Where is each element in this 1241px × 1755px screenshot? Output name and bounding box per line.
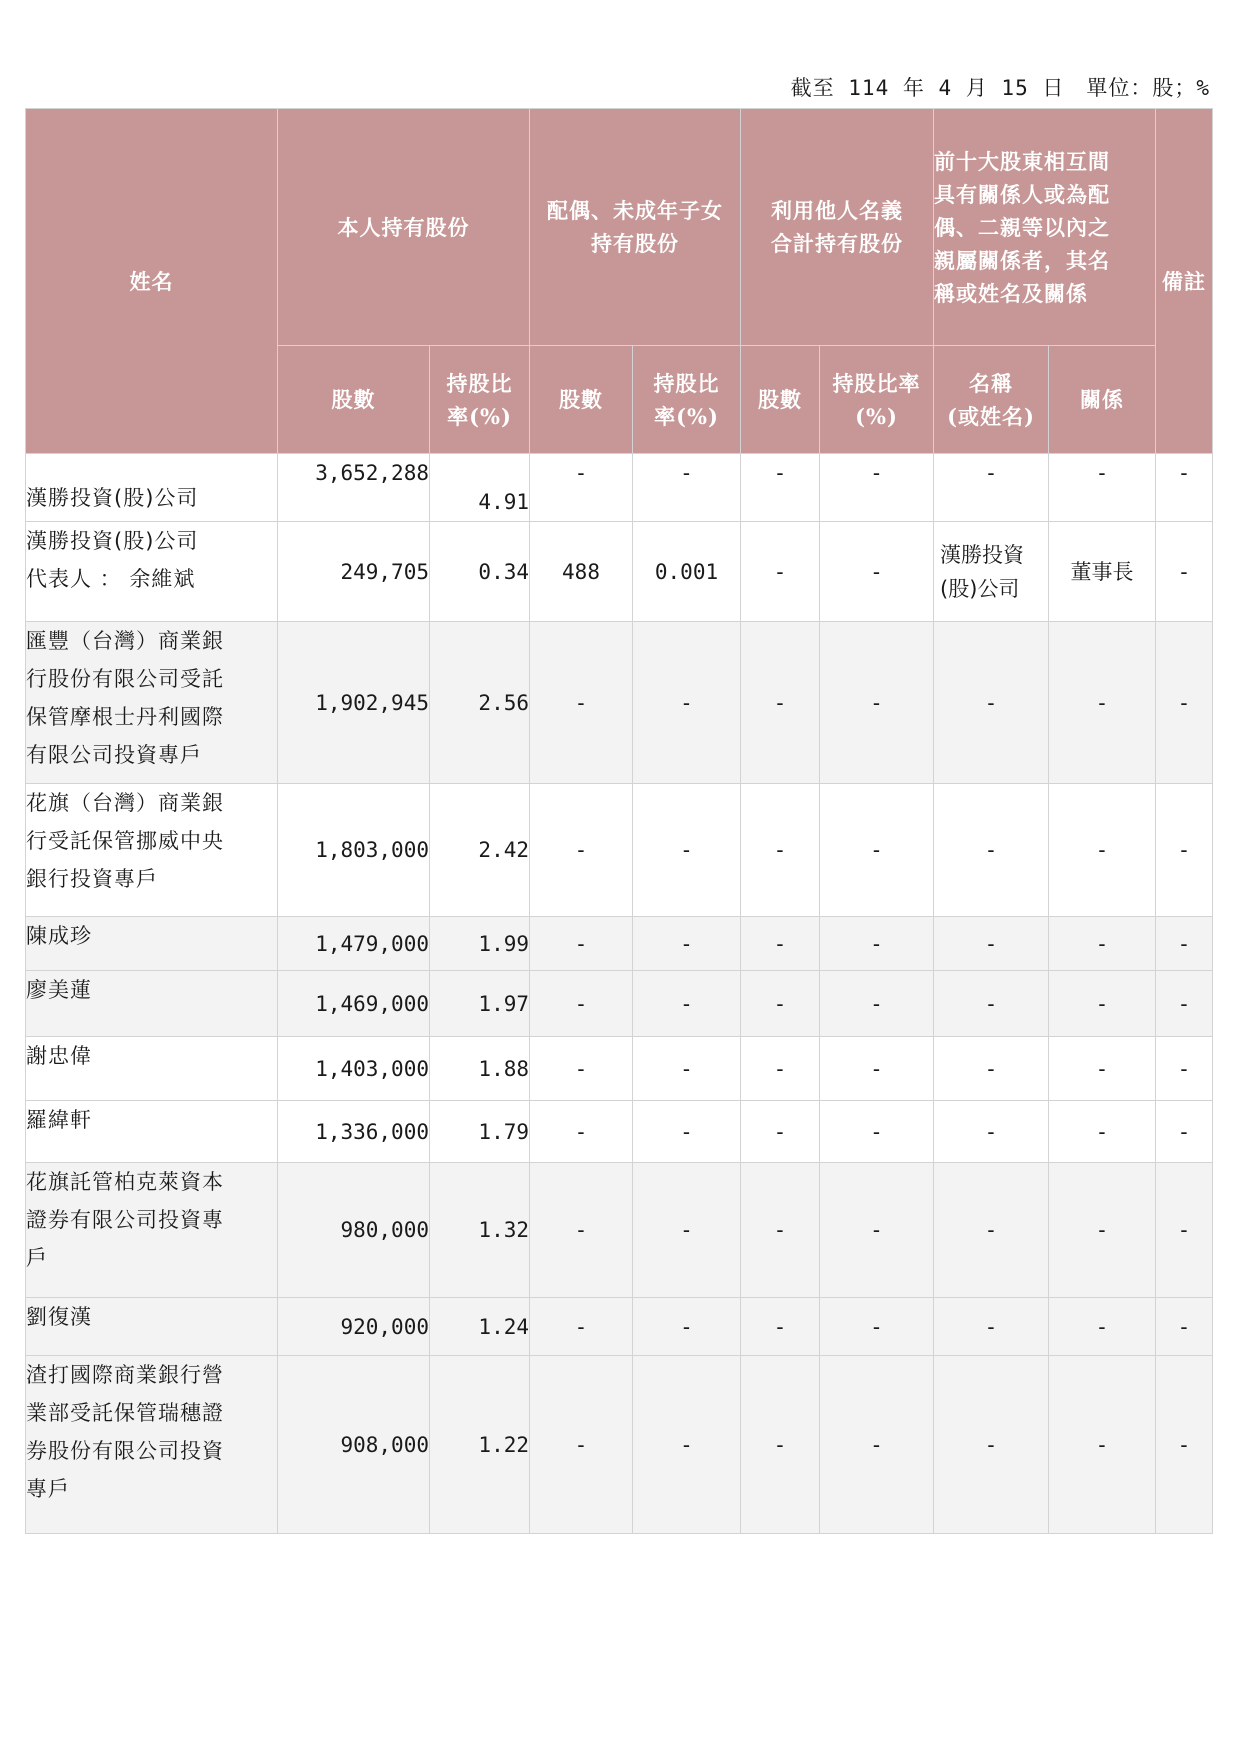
- nominee-ratio-cell: -: [820, 971, 934, 1037]
- spouse-ratio-cell: -: [633, 971, 741, 1037]
- shareholder-name: 劉復漢: [26, 1298, 278, 1356]
- related-relation-cell: -: [1049, 622, 1156, 784]
- spouse-ratio-cell: -: [633, 1163, 741, 1298]
- subheader-spouse-ratio: 持股比 率(%): [633, 346, 741, 454]
- shareholder-name: 羅緯軒: [26, 1101, 278, 1163]
- own-ratio-cell: 1.79: [430, 1101, 530, 1163]
- nominee-ratio-cell: -: [820, 622, 934, 784]
- table-row: [26, 1298, 1213, 1356]
- spouse-ratio-cell: -: [633, 1356, 741, 1534]
- related-name-cell: -: [934, 1101, 1049, 1163]
- subheader-nominee-shares: 股數: [741, 346, 820, 454]
- header-own-shares: 本人持有股份: [278, 109, 530, 346]
- table-row: [26, 622, 1213, 784]
- spouse-ratio-cell: -: [633, 622, 741, 784]
- nominee-shares-cell: -: [741, 784, 820, 917]
- spouse-ratio-cell: -: [633, 917, 741, 971]
- shareholder-name: 渣打國際商業銀行營 業部受託保管瑞穗證 券股份有限公司投資 專戶: [26, 1356, 278, 1534]
- own-shares-cell: 3,652,288: [278, 454, 430, 522]
- nominee-ratio-cell: -: [820, 1037, 934, 1101]
- header-related-parties: 前十大股東相互間 具有關係人或為配 偶、二親等以內之 親屬關係者，其名 稱或姓名及關係: [934, 109, 1156, 346]
- nominee-ratio-cell: -: [820, 1101, 934, 1163]
- header-remarks: 備註: [1156, 109, 1213, 454]
- own-shares-cell: 1,803,000: [278, 784, 430, 917]
- table-row: [26, 1101, 1213, 1163]
- remark-cell: -: [1156, 917, 1213, 971]
- remark-cell: -: [1156, 1101, 1213, 1163]
- nominee-shares-cell: -: [741, 1037, 820, 1101]
- shareholder-name: 陳成珍: [26, 917, 278, 971]
- spouse-ratio-cell: -: [633, 454, 741, 522]
- own-shares-cell: 1,479,000: [278, 917, 430, 971]
- spouse-shares-cell: -: [530, 1163, 633, 1298]
- shareholder-name: 廖美蓮: [26, 971, 278, 1037]
- table-row: [26, 1163, 1213, 1298]
- remark-cell: -: [1156, 784, 1213, 917]
- own-ratio-cell: 1.22: [430, 1356, 530, 1534]
- nominee-ratio-cell: -: [820, 917, 934, 971]
- own-shares-cell: 1,469,000: [278, 971, 430, 1037]
- related-relation-cell: -: [1049, 454, 1156, 522]
- header-name: 姓名: [26, 109, 278, 454]
- own-shares-cell: 920,000: [278, 1298, 430, 1356]
- remark-cell: -: [1156, 1037, 1213, 1101]
- nominee-ratio-cell: -: [820, 454, 934, 522]
- own-shares-cell: 1,403,000: [278, 1037, 430, 1101]
- related-relation-cell: -: [1049, 1298, 1156, 1356]
- spouse-ratio-cell: -: [633, 1101, 741, 1163]
- related-name-cell: -: [934, 917, 1049, 971]
- remark-cell: -: [1156, 622, 1213, 784]
- remark-cell: -: [1156, 522, 1213, 622]
- as-of-date-unit-note: 截至 114 年 4 月 15 日 單位：股；%: [790, 76, 1210, 100]
- nominee-shares-cell: -: [741, 454, 820, 522]
- top-ten-shareholders-table: [25, 108, 1213, 1534]
- spouse-shares-cell: -: [530, 454, 633, 522]
- nominee-ratio-cell: -: [820, 1298, 934, 1356]
- header-nominee-shares: 利用他人名義 合計持有股份: [741, 109, 934, 346]
- spouse-shares-cell: 488: [530, 522, 633, 622]
- shareholder-name: 漢勝投資(股)公司: [26, 454, 278, 522]
- own-ratio-cell: 1.88: [430, 1037, 530, 1101]
- spouse-shares-cell: -: [530, 1101, 633, 1163]
- related-relation-cell: -: [1049, 971, 1156, 1037]
- spouse-ratio-cell: -: [633, 1298, 741, 1356]
- spouse-ratio-cell: 0.001: [633, 522, 741, 622]
- nominee-ratio-cell: -: [820, 1356, 934, 1534]
- spouse-shares-cell: -: [530, 971, 633, 1037]
- related-relation-cell: -: [1049, 1101, 1156, 1163]
- table-row: [26, 1037, 1213, 1101]
- remark-cell: -: [1156, 1163, 1213, 1298]
- own-ratio-cell: 2.42: [430, 784, 530, 917]
- remark-cell: -: [1156, 1298, 1213, 1356]
- remark-cell: -: [1156, 454, 1213, 522]
- own-ratio-cell: 1.97: [430, 971, 530, 1037]
- own-ratio-cell: 1.32: [430, 1163, 530, 1298]
- remark-cell: -: [1156, 1356, 1213, 1534]
- nominee-ratio-cell: -: [820, 784, 934, 917]
- related-relation-cell: 董事長: [1049, 522, 1156, 622]
- subheader-related-relation: 關係: [1049, 346, 1156, 454]
- own-shares-cell: 908,000: [278, 1356, 430, 1534]
- own-ratio-cell: 2.56: [430, 622, 530, 784]
- table-row: [26, 1356, 1213, 1534]
- nominee-shares-cell: -: [741, 1163, 820, 1298]
- nominee-shares-cell: -: [741, 1298, 820, 1356]
- spouse-shares-cell: -: [530, 917, 633, 971]
- own-ratio-cell: 0.34: [430, 522, 530, 622]
- spouse-shares-cell: -: [530, 622, 633, 784]
- related-name-cell: -: [934, 622, 1049, 784]
- spouse-ratio-cell: -: [633, 1037, 741, 1101]
- own-shares-cell: 980,000: [278, 1163, 430, 1298]
- table-row: [26, 454, 1213, 522]
- related-name-cell: -: [934, 1163, 1049, 1298]
- related-relation-cell: -: [1049, 1163, 1156, 1298]
- shareholder-name: 謝忠偉: [26, 1037, 278, 1101]
- spouse-shares-cell: -: [530, 1356, 633, 1534]
- related-name-cell: 漢勝投資 (股)公司: [934, 522, 1049, 622]
- own-ratio-cell: 1.24: [430, 1298, 530, 1356]
- related-relation-cell: -: [1049, 917, 1156, 971]
- table-row: [26, 917, 1213, 971]
- spouse-shares-cell: -: [530, 1298, 633, 1356]
- nominee-shares-cell: -: [741, 971, 820, 1037]
- related-name-cell: -: [934, 971, 1049, 1037]
- subheader-related-name: 名稱 (或姓名): [934, 346, 1049, 454]
- related-name-cell: -: [934, 1356, 1049, 1534]
- shareholder-name: 匯豐（台灣）商業銀 行股份有限公司受託 保管摩根士丹利國際 有限公司投資專戶: [26, 622, 278, 784]
- subheader-own-shares: 股數: [278, 346, 430, 454]
- related-relation-cell: -: [1049, 1356, 1156, 1534]
- nominee-shares-cell: -: [741, 522, 820, 622]
- nominee-shares-cell: -: [741, 622, 820, 784]
- own-shares-cell: 249,705: [278, 522, 430, 622]
- own-ratio-cell: 1.99: [430, 917, 530, 971]
- nominee-ratio-cell: -: [820, 1163, 934, 1298]
- own-shares-cell: 1,336,000: [278, 1101, 430, 1163]
- subheader-own-ratio: 持股比 率(%): [430, 346, 530, 454]
- table-row: [26, 784, 1213, 917]
- nominee-shares-cell: -: [741, 1356, 820, 1534]
- table-row: [26, 971, 1213, 1037]
- shareholder-name: 花旗託管柏克萊資本 證券有限公司投資專 戶: [26, 1163, 278, 1298]
- shareholder-name: 漢勝投資(股)公司 代表人 ： 余維斌: [26, 522, 278, 622]
- related-name-cell: -: [934, 454, 1049, 522]
- nominee-shares-cell: -: [741, 917, 820, 971]
- spouse-shares-cell: -: [530, 784, 633, 917]
- spouse-ratio-cell: -: [633, 784, 741, 917]
- related-name-cell: -: [934, 784, 1049, 917]
- remark-cell: -: [1156, 971, 1213, 1037]
- related-name-cell: -: [934, 1298, 1049, 1356]
- subheader-nominee-ratio: 持股比率 (%): [820, 346, 934, 454]
- table-row: [26, 522, 1213, 622]
- own-shares-cell: 1,902,945: [278, 622, 430, 784]
- related-relation-cell: -: [1049, 1037, 1156, 1101]
- nominee-shares-cell: -: [741, 1101, 820, 1163]
- nominee-ratio-cell: -: [820, 522, 934, 622]
- shareholder-name: 花旗（台灣）商業銀 行受託保管挪威中央 銀行投資專戶: [26, 784, 278, 917]
- spouse-shares-cell: -: [530, 1037, 633, 1101]
- related-name-cell: -: [934, 1037, 1049, 1101]
- related-relation-cell: -: [1049, 784, 1156, 917]
- subheader-spouse-shares: 股數: [530, 346, 633, 454]
- header-spouse-minor-shares: 配偶、未成年子女 持有股份: [530, 109, 741, 346]
- own-ratio-cell: 4.91: [430, 454, 530, 522]
